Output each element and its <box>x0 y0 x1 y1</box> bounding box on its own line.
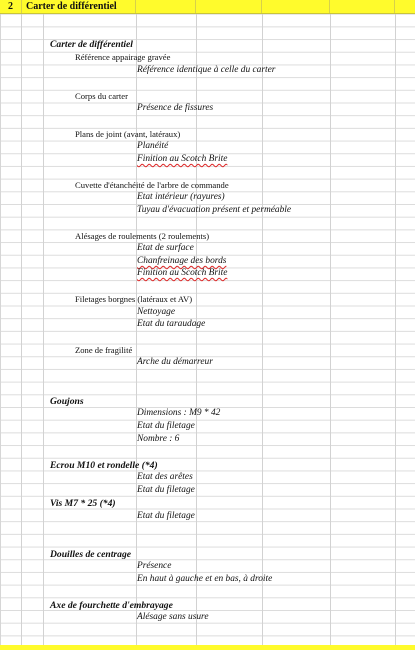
check-item: Etat intérieur (rayures) <box>137 192 225 202</box>
check-item: Présence <box>137 561 172 571</box>
group-heading: Goujons <box>50 396 84 407</box>
check-item: Etat des arêtes <box>137 472 193 482</box>
group-heading: Carter de différentiel <box>50 39 133 50</box>
group-heading: Ecrou M10 et rondelle (*4) <box>50 460 158 471</box>
section-title: Carter de différentiel <box>26 1 117 12</box>
group-heading: Vis M7 * 25 (*4) <box>50 498 116 509</box>
check-item: Référence identique à celle du carter <box>137 65 276 75</box>
check-item: Finition au Scotch Brite <box>137 154 228 164</box>
column-divider <box>330 0 331 650</box>
check-item: Etat du filetage <box>137 485 195 495</box>
check-item: Dimensions : M9 * 42 <box>137 408 221 418</box>
inspection-zone: Corps du carter <box>75 91 128 101</box>
column-divider <box>395 0 396 650</box>
column-divider <box>43 0 44 650</box>
inspection-zone: Zone de fragilité <box>75 345 133 355</box>
check-item: Tuyau d'évacuation présent et perméable <box>137 205 292 215</box>
header-cell <box>137 0 196 13</box>
check-item: Alésage sans usure <box>137 612 209 622</box>
column-divider <box>262 0 263 650</box>
check-item: Nombre : 6 <box>137 434 180 444</box>
section-number: 2 <box>8 1 13 12</box>
check-item: Nettoyage <box>137 307 176 317</box>
header-cell <box>263 0 330 13</box>
group-heading: Axe de fourchette d'embrayage <box>50 600 173 611</box>
check-item: Planéité <box>137 141 169 151</box>
header-cell <box>331 0 395 13</box>
check-item: Finition au Scotch Brite <box>137 268 228 278</box>
header-cell <box>197 0 262 13</box>
check-item: Arche du démarreur <box>137 357 213 367</box>
check-item: Etat du taraudage <box>137 319 206 329</box>
column-divider <box>21 0 22 650</box>
check-item: Etat de surface <box>137 243 194 253</box>
footer-row <box>0 645 415 650</box>
inspection-zone: Filetages borgnes (latéraux et AV) <box>75 294 193 304</box>
check-item: En haut à gauche et en bas, à droite <box>137 574 273 584</box>
group-heading: Douilles de centrage <box>50 549 132 560</box>
inspection-zone: Cuvette d'étanchéité de l'arbre de commande <box>75 180 229 190</box>
inspection-zone: Plans de joint (avant, latéraux) <box>75 129 181 139</box>
check-item: Etat du filetage <box>137 511 195 521</box>
check-item: Présence de fissures <box>137 103 214 113</box>
inspection-zone: Référence appairage gravée <box>75 52 171 62</box>
check-item: Chanfreinage des bords <box>137 256 227 266</box>
inspection-zone: Alésages de roulements (2 roulements) <box>75 231 210 241</box>
check-item: Etat du filetage <box>137 421 195 431</box>
